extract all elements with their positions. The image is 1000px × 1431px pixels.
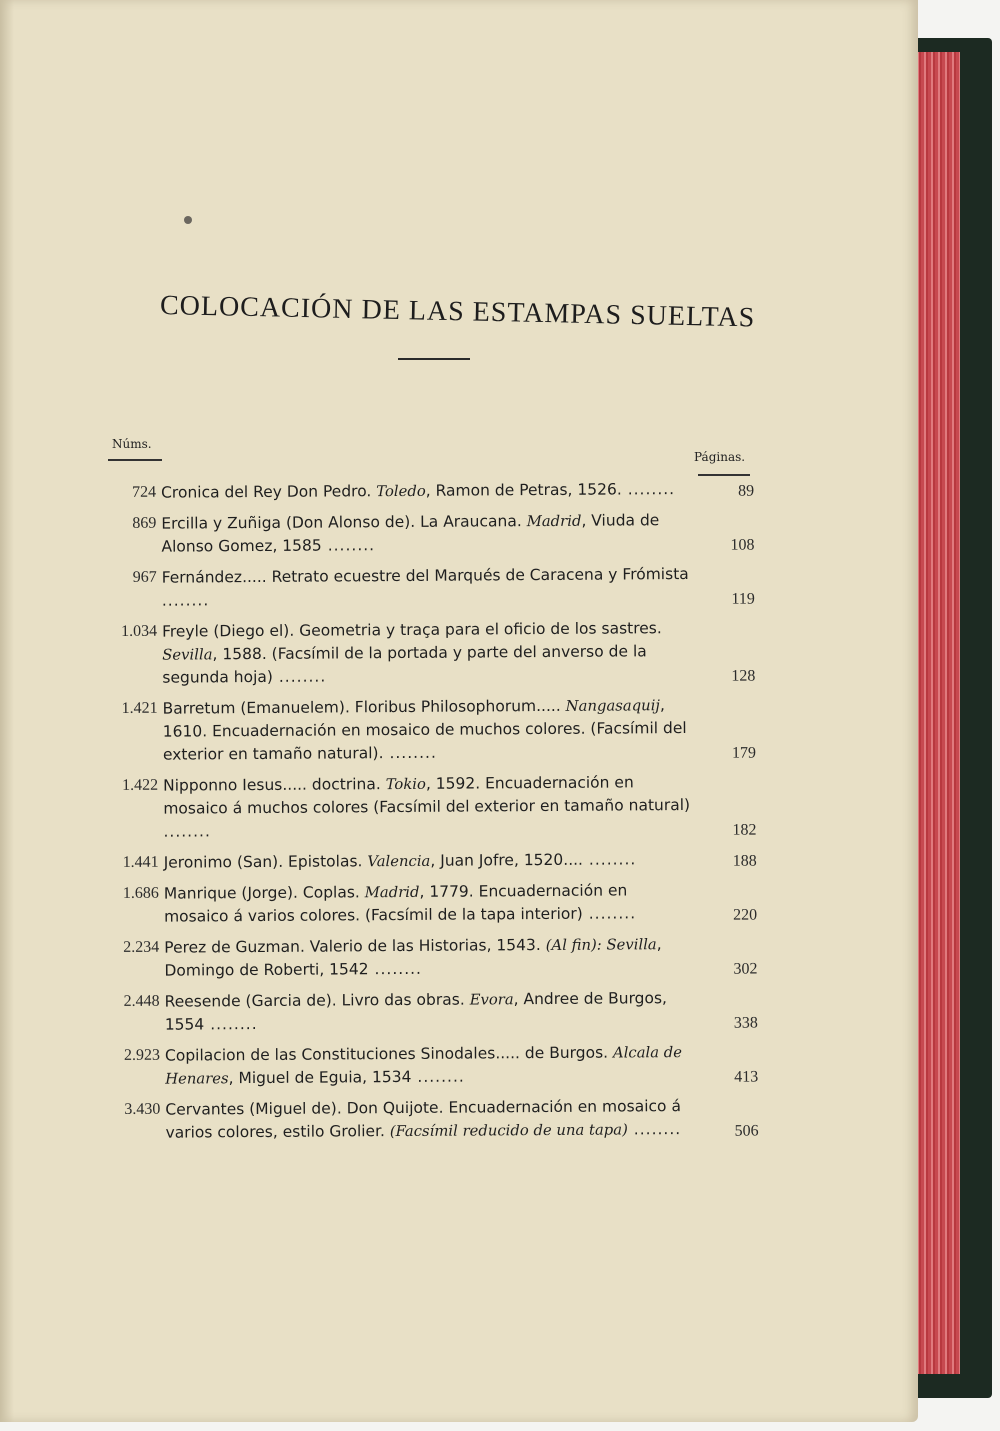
entry-title: Cronica del Rey Don Pedro. [161,482,377,502]
entry-place: Tokio [385,775,426,794]
entry-text [163,694,695,767]
entry-text [165,987,697,1037]
entry-details: , 1610. Encuadernación en mosaico de muchos colores. (Facsímil del exterior en tamaño natural). [162,696,687,764]
entry-page-number: 182 [732,821,757,839]
entry-text [164,933,696,983]
entry-text [162,563,694,613]
entry-number: 2.448 [123,992,160,1010]
entry-place: Evora [469,991,514,1009]
list-item [113,562,763,613]
entry-details: , Andree de Burgos, 1554 [164,989,668,1034]
leader-dots: ........ [582,904,637,923]
entry-title: Copilacion de las Constituciones Sinodales..... de Burgos. [164,1043,614,1065]
entry-number: 1.421 [121,699,158,717]
entry-place: Sevilla [162,646,213,664]
entry-title: Ercilla y Zuñiga (Don Alonso de). La Araucana. [161,512,527,533]
column-header-numbers: Núms. [112,437,152,451]
entry-place: Alcala de Henares [165,1044,683,1088]
entry-title: Manrique (Jorge). Coplas. [163,883,365,903]
entry-place: Nangasaquij [565,697,661,715]
entry-details: , 1588. (Facsímil de la portada y parte del anverso de la segunda hoja) [162,642,647,687]
list-item [116,1040,766,1091]
entry-page-number: 413 [734,1068,759,1086]
entry-text [165,1095,697,1145]
entry-number: 724 [132,483,157,501]
entry-details: , Miguel de Eguia, 1534 [228,1067,412,1088]
entry-place: Madrid [364,883,420,902]
entry-page-number: 89 [738,482,755,500]
entry-number: 869 [132,514,157,532]
column-rule-numbers [108,459,162,461]
entry-page-number: 108 [730,536,755,554]
list-item [116,986,766,1037]
entry-page-number: 128 [731,667,756,685]
entry-title: Jeronimo (San). Epistolas. [163,852,368,872]
entry-title: Reesende (Garcia de). Livro das obras. [164,990,470,1011]
entry-title: Fernández..... Retrato ecuestre del Marqués de Caracena y Frómista [161,564,689,587]
entry-list [112,477,767,1153]
entry-details: , Ramon de Petras, 1526. [425,480,622,500]
entry-place: Madrid [526,512,582,531]
leader-dots: ........ [368,959,423,979]
entry-number: 2.923 [123,1046,161,1064]
entry-text [165,1041,697,1091]
list-item [115,878,765,929]
entry-details: , 1592. Encuadernación en mosaico á muchos colores (Facsímil del exterior en tamaño natural) [163,773,691,818]
list-item [112,508,762,559]
list-item [113,616,763,690]
leader-dots: ........ [321,536,376,555]
list-item [116,1094,766,1145]
list-item [114,770,764,844]
entry-number: 3.430 [124,1100,161,1118]
leader-dots: ........ [163,822,211,841]
leader-dots: ........ [621,480,676,499]
entry-details: , 1779. Encuadernación en mosaico á varios colores. (Facsímil de la tapa interior) [163,881,628,926]
ink-spot [184,216,192,224]
leader-dots: ........ [383,743,437,763]
leader-dots: ........ [582,850,637,869]
entry-text [164,879,696,929]
entry-text [162,617,694,690]
column-rule-pages [698,474,750,476]
list-item [114,693,764,767]
entry-page-number: 188 [732,852,757,870]
gutter-shadow [0,0,14,1422]
leader-dots: ........ [204,1014,258,1034]
entry-number: 1.034 [120,622,158,640]
entry-title: Barretum (Emanuelem). Floribus Philosophorum..... [162,696,566,718]
leader-dots: ........ [272,667,327,686]
entry-page-number: 179 [731,744,756,762]
leader-dots: ........ [161,591,210,610]
entry-place: (Facsímil reducido de una tapa) [389,1121,628,1141]
entry-text [161,478,693,505]
entry-number: 1.441 [122,853,159,871]
list-item [115,847,765,875]
entry-text [164,848,696,875]
entry-details: , Viuda de Alonso Gomez, 1585 [161,511,660,556]
entry-details: , Juan Jofre, 1520.... [430,850,584,870]
entry-place: Valencia [367,852,431,871]
leader-dots: ........ [411,1067,465,1086]
entry-number: 967 [132,568,157,586]
entry-title: Perez de Guzman. Valerio de las Historias, 1543. [164,935,546,957]
entry-page-number: 220 [732,906,758,924]
page-title: COLOCACIÓN DE LAS ESTAMPAS SUELTAS [159,290,756,334]
entry-text [163,771,695,844]
entry-title: Freyle (Diego el). Geometria y traça para el oficio de los sastres. [161,619,662,641]
entry-place: Toledo [376,482,426,501]
list-item [115,932,765,983]
entry-title: Cervantes (Miguel de). Don Quijote. Encuadernación en mosaico á varios colores, estilo Grolier. [165,1097,681,1142]
entry-number: 1.686 [122,884,159,902]
entry-page-number: 119 [731,590,755,608]
column-header-pages: Páginas. [694,450,746,464]
entry-page-number: 506 [734,1122,759,1140]
list-item [112,477,762,505]
entry-text [161,509,693,559]
title-rule [398,358,470,360]
entry-number: 1.422 [122,776,159,794]
leader-dots: ........ [627,1120,682,1139]
entry-place: (Al fin): Sevilla [545,936,657,954]
entry-page-number: 338 [733,1014,758,1032]
entry-number: 2.234 [123,938,160,956]
entry-page-number: 302 [733,960,758,978]
entry-details: , Domingo de Roberti, 1542 [164,935,662,980]
entry-title: Nipponno Iesus..... doctrina. [163,775,386,795]
